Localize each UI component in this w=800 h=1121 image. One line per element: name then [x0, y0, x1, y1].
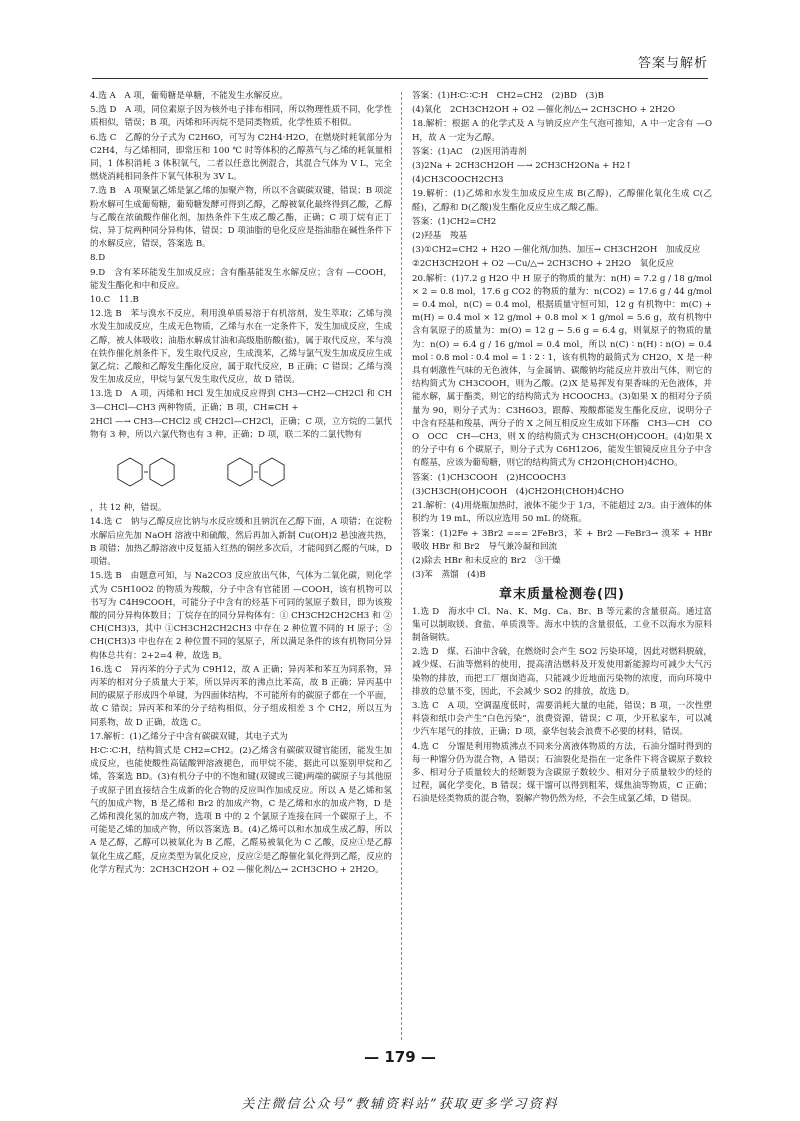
answer-paragraph: 答案：(1)AC (2)医用消毒剂 [412, 146, 527, 157]
answer-paragraph: 1.选 D 海水中 Cl、Na、K、Mg、Ca、Br、B 等元素的含量很高。通过富集可以制取镁、食盐、单质溴等。海水中铁的含量很低，工业不以海水为原料制备铜铁。 [412, 606, 712, 643]
answer-paragraph: 4.选 C 分馏是利用物质沸点不同来分离液体物质的方法，石油分馏时得到的每一种馏分仍为混合物，A 错误；石油裂化是指在一定条件下将含碳原子数较多、相对分子质量较大的烃断裂为含碳原子数较少、相对分子质量较少的烃的过程，属化学变化，B 错误；煤干馏可以得到粗苯，煤焦油等物质，C 正确；石油是烃类物质的混合物，裂解产物仍然为烃，不会生成氯乙烯，D 错误。 [412, 741, 712, 805]
answer-paragraph: 3.选 C A 项，空调温度低时，需要消耗大量的电能，错误；B 项，一次性塑料袋和纸巾会产生“白色污染”，浪费资源，错误；C 项，少开私家车，可以减少汽车尾气的排放，正确；D 项，豪华包装会浪费不必要的材料，错误。 [412, 700, 712, 738]
header-rule [92, 78, 708, 79]
benzene-ring [150, 458, 174, 486]
answer-paragraph: 17.解析：(1)乙烯分子中含有碳碳双键，其电子式为 [90, 731, 288, 742]
answer-paragraph: 20.解析：(1)7.2 g H2O 中 H 原子的物质的量为：n(H) = 7.2 g / 18 g/mol × 2 = 0.8 mol，17.6 g CO2 的物质的量为：n(CO2) = 17.6 g / 44 g/mol = 0.4 mol，n(C) = 0.4 mol，根据质量守恒可知，12 g 有机物中：m(C) + m(H) = 0.4 mol × 12 g/mol + 0.8 mol × 1 g/mol = 5.6 g，故有机物中含有氧原子的质量为：m(O) = 12 g − 5.6 g = 6.4 g，则氧原子的物质的量为：n(O) = 6.4 g / 16 g/mol = 0.4 mol，所以 n(C) ∶ n(H) ∶ n(O) = 0.4 mol ∶ 0.8 mol ∶ 0.4 mol = 1 ∶ 2 ∶ 1，该有机物的最简式为 CH2O，X 是一种具有刺激性气味的无色液体，与金属钠、碳酸钠均能反应并放出气体，则它的结构简式为 CH3COOH，则为乙酸。(2)X 是易挥发有果香味的无色液体，并能水解，属于酯类，则它的结构简式为 HCOOCH3。(3)如果 X 的相对分子质量为 90，则分子式为：C3H6O3，跟醇、羧酸都能发生酯化反应，说明分子中含有羟基和羧基，两分子的 X 之间互相反应生成如下环酯 CH3—CH COO OCC CH—CH3，则 X 的结构简式为 CH3CH(OH)COOH。(4)如果 X 的分子中有 6 个碳原子，则分子式为 C6H12O6，能发生银镜反应且分子中含有醛基，应该为葡萄糖，则它的结构简式为 CH2OH(CHOH)4CHO。 [412, 273, 712, 469]
left-column [90, 90, 392, 1040]
answer-paragraph: 15.选 B 由题意可知，与 Na2CO3 反应放出气体，气体为二氧化碳，则化学式为 C5H10O2 的物质为羧酸，分子中含有官能团 —COOH，该有机物可以书写为 C4H9COOH，可能分子中含有的烃基下可同的氢原子数目，即为该羧酸的同分异构体数目；丁烷存在的同分异构体有：① CH3CH2CH2CH3 和 ② CH(CH3)3，其中 ①CH3CH2CH2CH3 中存在 2 种位置不同的 H 原子；②CH(CH3)3 中也存在 2 种位置不同的氢原子，所以满足条件的该有机物同分异构体总共有：2+2=4 种，故选 B。 [90, 571, 392, 661]
answer-paragraph: 答案：(1)H∶C∷C∶H CH2=CH2 (2)BD (3)B [412, 91, 604, 101]
answer-paragraph: 4.选 A A 项，葡萄糖是单糖，不能发生水解反应。 [90, 91, 288, 101]
answer-paragraph: 9.D 含有苯环能发生加成反应；含有酯基能发生水解反应；含有 —COOH，能发生酯化和中和反应。 [90, 267, 392, 291]
answer-paragraph: 答案：(1)CH3COOH (2)HCOOCH3 [412, 472, 567, 483]
answer-paragraph: 2HCl —→ CH3—CHCl2 或 CH2Cl—CH2Cl，正确；C 项，立方烷的二氯代物有 3 种，所以六氯代物也有 3 种，正确；D 项，联二苯的二氯代物有 [90, 416, 392, 441]
benzene-ring [228, 458, 252, 486]
answer-paragraph: (4)氧化 2CH3CH2OH + O2 —催化剂/△→ 2CH3CHO + 2H2O [412, 105, 676, 116]
answer-paragraph: 6.选 C 乙醇的分子式为 C2H6O，可写为 C2H4·H2O，在燃烧时耗氧部分为 C2H4，与乙烯相同，即常压和 100 ℃ 时等体积的乙醇蒸气与乙烯的耗氧量相同，1 体积消耗 3 体积氧气，二者以任意比例混合，其混合气体为 V L，完全燃烧消耗相同条件下氧气体积为 3V L。 [90, 132, 392, 183]
answer-paragraph: 7.选 B A 项聚氯乙烯是氯乙烯的加聚产物，所以不含碳碳双键，错误；B 项淀粉水解可生成葡萄糖，葡萄糖发酵可得到乙醇，乙醇被氧化最终得到乙酸，乙醇与乙酸在浓硫酸作催化剂，加热条件下生成乙酸乙酯，正确；C 项丁烷有正丁烷、异丁烷两种同分异构体，错误；D 项油脂的皂化反应是指油脂在碱性条件下的水解反应，错误，答案选 B。 [90, 186, 392, 250]
answer-paragraph: (3)2Na + 2CH3CH2OH —→ 2CH3CH2ONa + H2↑ [412, 161, 633, 172]
benzene-ring [118, 458, 142, 486]
answer-paragraph: (4)CH3COOCH2CH3 [412, 175, 504, 186]
answer-paragraph: ②2CH3CH2OH + O2 —Cu/△→ 2CH3CHO + 2H2O 氧化反应 [412, 259, 675, 270]
answer-paragraph: (2)除去 HBr 和未反应的 Br2 ③干燥 [412, 555, 561, 566]
chapter-quiz-title: 章末质量检测卷(四) [499, 587, 625, 603]
column-divider [401, 92, 402, 1040]
benzene-ring [260, 458, 284, 486]
answer-paragraph: (2)羟基 羧基 [412, 231, 468, 242]
answer-paragraph: 14.选 C 钠与乙醇反应比钠与水反应缓和且钠沉在乙醇下面，A 项错；在淀粉水解后应先加 NaOH 溶液中和硫酸，然后再加入新制 Cu(OH)2 悬浊液共热，B 项错；加热乙醇溶液中反复插入红热的铜丝多次后，才能闻到乙醛的气味，D 项错。 [90, 517, 392, 568]
page-number: — 179 — [364, 1048, 436, 1066]
biphenyl-structure-diagram [100, 444, 340, 500]
answer-paragraph: (3)CH3CH(OH)COOH (4)CH2OH(CHOH)4CHO [412, 486, 624, 497]
answer-paragraph: 2.选 D 煤、石油中含硫，在燃烧时会产生 SO2 污染环境，因此对燃料脱硫，减少煤、石油等燃料的使用，提高清洁燃料及开发使用新能源均可减少大气污染物的排放，而把工厂烟囱造高，只能减少近地面污染物的浓度，而向环境中排放的总量不变，因此，不会减少 SO2 的排放，故选 D。 [412, 647, 712, 697]
answer-paragraph: 16.选 C 异丙苯的分子式为 C9H12，故 A 正确；异丙苯和苯互为同系物，异丙苯的相对分子质量大于苯，所以异丙苯的沸点比苯高，故 B 正确；异丙基中间的碳原子形成四个单键，为四面体结构，不可能所有的碳原子都在一个平面，故 C 错误；异丙苯和苯的分子结构相似，分子组成相差 3 个 CH2，所以互为同系物，故 D 正确，故选 C。 [90, 664, 392, 728]
answer-paragraph: 21.解析：(4)用烧瓶加热时，液体不能少于 1/3，不能超过 2/3。由于液体的体积约为 19 mL，所以应选用 50 mL 的烧瓶。 [412, 501, 712, 525]
answer-paragraph: 10.C 11.B [90, 295, 139, 306]
answer-paragraph: 答案：(1)CH2=CH2 [412, 216, 497, 227]
right-column [412, 90, 721, 1040]
answer-paragraph: (3)①CH2=CH2 + H2O —催化剂/加热、加压→ CH3CH2OH 加成反应 [412, 245, 701, 256]
section-header: 答案与解析 [637, 56, 708, 71]
answer-paragraph: 18.解析：根据 A 的化学式及 A 与钠反应产生气泡可推知，A 中一定含有 —OH，故 A 一定为乙醇。 [412, 119, 712, 143]
answer-paragraph: 13.选 D A 项，丙烯和 HCl 发生加成反应得到 CH3—CH2—CH2Cl 和 CH3—CHCl—CH3 两种物质，正确；B 项，CH≡CH + [90, 389, 392, 413]
answer-paragraph: ，共 12 种，错误。 [90, 503, 167, 514]
answer-paragraph: (3)苯 蒸馏 (4)B [412, 570, 486, 581]
answer-paragraph: 8.D [90, 253, 106, 264]
answer-paragraph: 答案：(1)2Fe + 3Br2 === 2FeBr3，苯 + Br2 —FeBr3→ 溴苯 + HBr 吸收 HBr 和 Br2 导气兼冷凝和回流 [412, 528, 721, 552]
footer-watermark: 关注微信公众号“教辅资料站”获取更多学习资料 [241, 1097, 559, 1112]
answer-paragraph: 5.选 D A 项，同位素原子因为核外电子排布相同，所以物理性质不同，化学性质相似，错误；B 项，丙烯和环丙烷不是同类物质，化学性质不相似。 [90, 105, 392, 129]
answer-paragraph: 19.解析：(1)乙烯和水发生加成反应生成 B(乙醇)，乙醇催化氧化生成 C(乙醛)，乙醇和 D(乙酸)发生酯化反应生成乙酸乙酯。 [412, 189, 712, 213]
answer-paragraph: 12.选 B 苯与溴水不反应，利用溴单质易溶于有机溶剂，发生萃取；乙烯与溴水发生加成反应，生成无色物质，乙烯与水在一定条件下，发生加成反应，生成乙醇，被人体吸收；油脂水解成甘油和高级脂肪酸(盐)，属于取代反应，苯与溴在铁作催化剂条件下，发生取代反应，生成溴苯，乙烯与氯气发生加成反应生成氯乙烷；乙酸和乙醇发生酯化反应，属于取代反应，B 正确；C 错误；乙烯与溴发生加成反应，甲烷与氯气发生取代反应，故 D 错误。 [90, 309, 392, 386]
answer-paragraph: H∶C∷C∶H，结构简式是 CH2=CH2。(2)乙烯含有碳碳双键官能团，能发生加成反应，也能使酸性高锰酸钾溶液褪色，而甲烷不能，据此可以鉴别甲烷和乙烯，答案选 BD。(3)有机分子中的不饱和键(双键或三键)两端的碳原子与其他原子或原子团直接结合生成新的化合物的反应叫作加成反应。所以 A 是乙烯和氢气的加成产物，B 是乙烯和 Br2 的加成产物，C 是乙烯和水的加成产物，D 是乙烯和溴化氢的加成产物，选项 B 中的 2 个氯原子连接在同一个碳原子上，不可能是乙烯的加成产物，所以答案选 B。(4)乙烯可以和水加成生成乙醇，所以 A 是乙醇，乙醇可以被氧化为 B 乙醛，乙醛易被氧化为 C 乙酸，反应①是乙醇氧化生成乙醛，反应类型为氧化反应，反应②是乙醇催化氧化得到乙醛，反应的化学方程式为：2CH3CH2OH + O2 —催化剂/△→ 2CH3CHO + 2H2O。 [90, 745, 392, 875]
